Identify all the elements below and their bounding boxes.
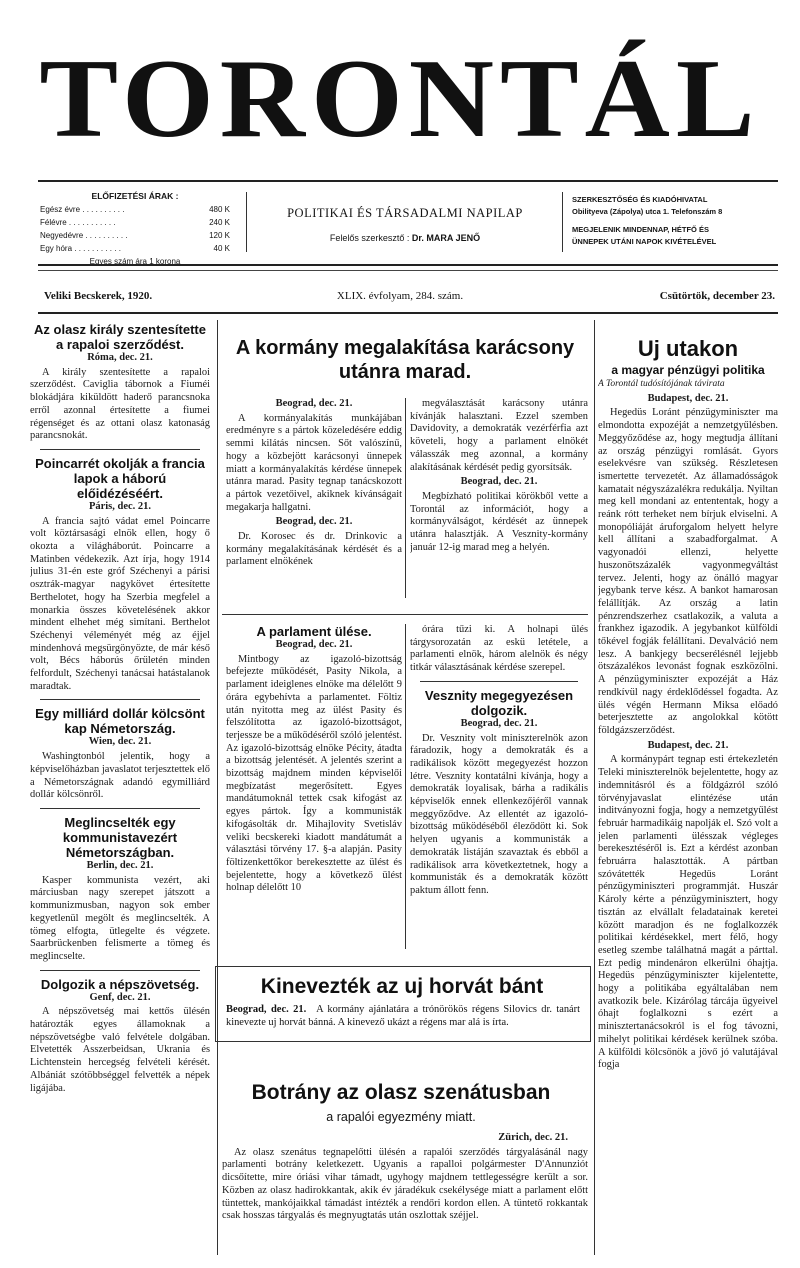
article-dateline: Beograd, dec. 21.: [275, 639, 353, 650]
article-body: A király szentesítette a rapaloi szerződést. Caviglia tábornok a Fiuméi blokádjára kiküldött haderő parancsnoka erről azonnal értesítette a fiumei régenséget és az ottani olasz katonaság parancsnokát.: [30, 366, 210, 442]
issue-volume: XLIX. évfolyam, 284. szám.: [336, 290, 464, 302]
issue-rule-top: [38, 264, 778, 266]
article-dateline: Róma, dec. 21.: [87, 352, 153, 363]
article-body: megválasztását karácsony utánra kívánják halasztani. Ezzel szemben Davidovity, a demokraták vezérférfia azt követeli, hogy a parlament elnökét válasszák meg azonnal, a kormány alakításának kérdését pedig gyorsítsák.: [410, 398, 588, 473]
article-body: A népszövetség mai kettős ülésén határozták egyes államoknak a népszövetségbe való felvétele dolgában. Elvetették Asszerbeidsan, Ukrania és Lichtenstein hercegség felvételi kérését. Albániát szótöbbséggel felvették a népek ligájába.: [30, 1006, 210, 1094]
lead-column-1: [226, 398, 402, 608]
editor-label: Felelős szerkesztő :: [329, 233, 410, 243]
article-body: A kormánypárt tegnap esti értekezletén Teleki miniszterelnök bejelentette, hogy az indemnitásról és a földgázról szóló törvényjavaslat elintézése után inditványozni fogja, hogy a nemzetgyűlést február harmadikáig napolják el. Szó volt a jelen parlamenti ülésszak végleges berekesztéséről is. Ezt a kérdést azonban februárra halasztották. A pártban szóvátették Hegedüs Loránt pénzügyminiszteri programmját. Huszár Károly kérte a pénzügyminisztert, hogy tisztán az elvállalt feladatainak keretei között maradjon és ne foglalkozzék politikai kérdésekkel, mert félő, hogy esetleg szembe találhatná magát a párttal. Ezt pedig mindenáron elkerülni óhajtja. Hegedüs pénzügyminiszter kijelentette, hogy a politikába egyáltalában nem avatkozik bele. Kizárólag tárcája ügyeivel óhajt foglalkozni s ezért a minisztertanácsokról is el fog távozni, mihelyt politikai kérdések kerülnek szóba. A külföldi kölcsönök a jövő jó valutájával fogja: [598, 754, 778, 1071]
issue-date: Csütörtök, december 23.: [659, 290, 775, 302]
article-dateline: Wien, dec. 21.: [88, 736, 152, 748]
right-column: [598, 336, 778, 1261]
article-headline: Uj utakon: [637, 336, 739, 361]
article-headline: Egy milliárd dollár kölcsönt kap Németország.: [35, 706, 205, 737]
article-headline: Az olasz király szentesítette a rapaloi szerződést.: [34, 322, 206, 352]
article-body: A kormány ajánlatára a trónörökös régens Silovics dr. tanárt kinevezte uj horvát bánná. A kinevező ukázt a régens mar alá is írta.: [226, 1004, 580, 1028]
column-rule: [594, 320, 595, 1255]
price-row: Egy hóra . . . . . . . . . . . 40 K: [40, 244, 230, 253]
article-dateline: Páris, dec. 21.: [88, 500, 152, 512]
article-body: Dr. Korosec és dr. Drinkovic a kormány megalakításának kérdését és a parlament elnökének: [226, 531, 402, 568]
subscription-heading: ELŐFIZETÉSI ÁRAK :: [91, 191, 179, 201]
article-dateline: Genf, dec. 21.: [89, 991, 151, 1003]
article-headline: Dolgozik a népszövetség.: [40, 976, 200, 992]
article-headline: A parlament ülése.: [256, 624, 372, 639]
article-body: Megbízható politikai körökből vette a Torontál az információt, hogy a kormányválságot, kérdését az ünnepek utánra halasztják. A Vesznity-kormány január 12-ig marad meg a helyén.: [410, 490, 588, 553]
article-byline: A Torontál tudósítójának távirata: [598, 379, 725, 389]
left-column: [30, 322, 210, 1257]
article-headline: Botrány az olasz szenátusban: [251, 1081, 551, 1104]
price-row: Félévre . . . . . . . . . . . 240 K: [40, 218, 230, 227]
issue-place: Veliki Becskerek, 1920.: [44, 290, 153, 302]
article-body: Washingtonból jelentik, hogy a képviselőházban javaslatot terjesztettek elő a Németországnak adandó egymilliárd dollár kölcsönről.: [30, 751, 210, 801]
column-rule: [405, 624, 406, 949]
article-dateline: Berlin, dec. 21.: [86, 859, 154, 871]
article-headline: Meglincselték egy kommunistavezért Németországban.: [62, 814, 178, 860]
subscription-block: [40, 190, 230, 268]
scandal-article: [222, 1132, 588, 1260]
parliament-article: [226, 624, 402, 954]
office-line: Obilityeva (Zápolya) utca 1. Telefonszám 8: [572, 207, 723, 216]
price-row: Egész évre . . . . . . . . . . 480 K: [40, 205, 230, 214]
article-dateline: Beograd, dec. 21.: [226, 1004, 307, 1015]
article-headline: Poincarrét okolják a francia lapok a háború előidézéséért.: [35, 455, 205, 501]
article-headline: Vesznity megegyezésen dolgozik.: [424, 687, 574, 718]
office-line: SZERKESZTŐSÉG ÉS KIADÓHIVATAL: [572, 195, 708, 204]
lead-column-2: [410, 398, 588, 608]
office-line: ÜNNEPEK UTÁNI NAPOK KIVÉTELÉVEL: [572, 237, 717, 246]
article-subheadline: a rapalói egyezmény miatt.: [326, 1110, 476, 1124]
paper-info: [250, 206, 560, 243]
article-dateline: Budapest, dec. 21.: [647, 392, 729, 404]
article-subheadline: a magyar pénzügyi politika: [611, 363, 765, 377]
column-rule: [405, 398, 406, 598]
single-price: Egyes szám ára 1 korona: [89, 257, 181, 266]
ban-appointment-text: [226, 1004, 580, 1029]
article-separator: [420, 681, 578, 682]
article-separator: [40, 699, 200, 700]
price-row: Negyedévre . . . . . . . . . . 120 K: [40, 231, 230, 240]
header-divider: [246, 192, 247, 252]
article-body: Mintbogy az igazoló-bizottság befejezte működését, Pasity Nikola, a parlament ideiglenes elnöke ma délelőtt 9 órára egybehívta a parlamentet. Föltiz után nyitotta meg az ülést Pasity és felszólította az igazoló-bizottságot, terjessze be a működéséről szóló jelentést. Az igazoló-bizottság elnöke Pécity, átadta a bizottság jelentését. A jelentés szerint a bizottság majdnem minden képviselői megbízatást megerősített. Egyes mandátumoknál tettek csak kifogást az egyes pártok. Így a kommunisták kifogásolták dr. Mihajlovity Svetisláv veliki becskereki kiadott mandátumát a választási törvény 17. §-a alapján. Pasity föltizenkettőkor berekesztette az ülést és bejelentette, hogy a következő ülést holnap délelőtt 10: [226, 653, 402, 894]
office-line: MEGJELENIK MINDENNAP, HÉTFŐ ÉS: [572, 225, 709, 234]
article-body: órára tűzi ki. A holnapi ülés tárgysorozatán az eskü letétele, a parlamenti elnök, három alelnök és négy titkár választásának kérdése szerepel.: [410, 624, 588, 674]
masthead-rule: [38, 180, 778, 182]
article-separator: [40, 449, 200, 450]
article-body: Hegedüs Loránt pénzügyminiszter ma elmondotta expozéját a nemzetgyűlésben. Meggyőződése az, hogy megtudja állítani az ország pénzügyi romlását. Gyors eselekvésre van szükség. Részletesen ismertette tervezetét. Az államadósságok kamatait négyszázalékra redukálja. Nyiltan meg kell mondani az entententak, hogy a reánk rótt terheket nem bírjuk elviselni. A monopóliáját áruforgalom helyett helyre kell állítani a szabadforgalmat. A vagyonadói ellenzi, helyette huszonötszázalék vagyonmegváltást tervez. Jelenti, hogy az önálló magyar jegybank terve kész. A bankot hamarosan felállítják. Az ország a latin pénzrendszerhez csatlakozik, a valuta a frankhez igazodik. A jegybankot külföldi tőkével fogják felállítani. Devalváció nem lesz. A bankjegy becserélésnél lejjebb ötszázalékos levonást fognak eszközölni. A pénzügyminiszter expozéját a Ház rendkívül nagy érdeklődéssel fogadta. Az ülés végén Hermann Miksa előadó beterjesztette az angolokkal kötött földgázszerződést.: [598, 407, 778, 736]
issue-rule-top: [38, 270, 778, 271]
article-body: Dr. Vesznity volt miniszterelnök azon fáradozik, hogy a demokraták és a radikálisok között megegyezést hozzon létre. Vesznity kontatálni kívánja, hogy a demokraták loyalisak, bárha a radikális képviselők ennek ellenkezőjéről vannak meggyőződve. Az ellentét az igazoló-bizottság működéséből éleződött ki. Sok helyen ugyanis a kommunisták a demokraták listáján szavaztak és ebből a radikálisok arra következtetnek, hogy a kommunisták és a demokraták között paktum állott fenn.: [410, 732, 588, 896]
article-dateline: Beograd, dec. 21.: [460, 476, 538, 488]
article-body: Az olasz szenátus tegnapelőtti ülésén a rapalói szerződés tárgyalásánál nagy parlamenti botrány keletkezett. Ugyanis a rapalloi polgármester D'Annunziót dicsőítette, mire óriási vihar támadt, ugyhogy majdnem tettlegességre került a sor. Közben az olasz hadirokkantak, akik év járadékuk csekélysége miatt a parlament előtt tüntettek, mankójaikkal támadást intézték a rendőri kordon ellen. A tüntető rokkantak csak hosszas tárgyalás és megnyugtatás után oszlottak széjjel.: [222, 1146, 588, 1222]
parliament-vesznity-column: [410, 624, 588, 954]
article-body: A kormányalakítás munkájában eredményre s a pártok közeledésére eddig semmi kilátás nincsen. Sőt valószínű, hogy a közbejött karácsonyi ünnepek miatt a kormányalakítás kérdése ünnepek utánra marad. Pasity tegnap tanácskozott a pártok vezetőivel, akiknek kívánságait megakarja hallgatni.: [226, 412, 402, 513]
issue-rule-bottom: [38, 312, 778, 314]
header-divider: [562, 192, 563, 252]
article-dateline: Beograd, dec. 21.: [460, 717, 538, 729]
article-body: Kasper kommunista vezért, aki márciusban nagy szerepet játszott a kommunizmusban, nagyon sok ember kegyetlenül megölt és meglincselték. A tömeg elfogta, ütlegelte és végzete. Saarbrückenben felismerte a tömeg és meglincselte.: [30, 874, 210, 962]
paper-type: POLITIKAI ÉS TÁRSADALMI NAPILAP: [287, 206, 523, 220]
article-dateline: Beograd, dec. 21.: [275, 516, 353, 528]
editor-name: Dr. MARA JENŐ: [411, 233, 481, 243]
lead-headline: A kormány megalakítása karácsony utánra marad.: [235, 337, 575, 383]
article-dateline: Budapest, dec. 21.: [647, 739, 729, 751]
masthead-title: TORONTÁL: [39, 36, 761, 161]
article-dateline: Zürich, dec. 21.: [498, 1132, 568, 1143]
article-dateline: Beograd, dec. 21.: [275, 398, 353, 409]
article-separator: [40, 808, 200, 809]
article-separator: [40, 970, 200, 971]
office-info: [572, 194, 782, 248]
article-headline: Kinevezték az uj horvát bánt: [260, 975, 544, 998]
article-body: A francia sajtó vádat emel Poincarre volt köztársasági elnök ellen, hogy ő okozta a világháborút. Poincarre a Matinben védekezik. Azt írja, hogy 1914 julius 31-én este gróf Széchenyi a párisi osztrák-magyar nagykövet értesítette Berthelotet, hogy ha Szerbia megfelel a monarkia összes követelésének akkor mindent elhehet még simítani. Berthelot Széchenyi véleményét még az éjjel mindenhová megsürgönyözte, de már késő volt, Bécs háborús őrületén minden felfordult, Széchenyi tanácsai hatástalanok maradtak.: [30, 515, 210, 692]
section-rule: [222, 614, 588, 615]
